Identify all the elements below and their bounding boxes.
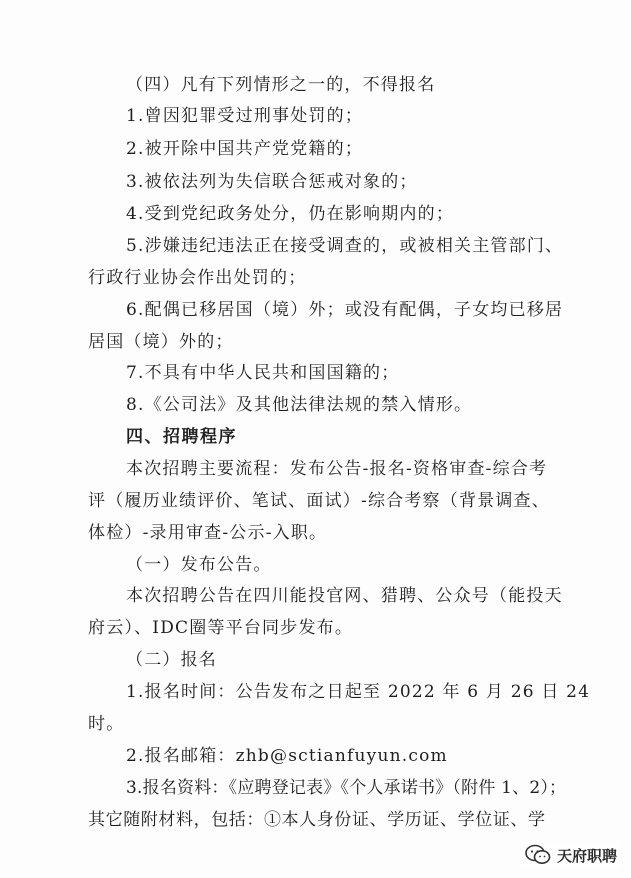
wechat-icon (525, 844, 551, 866)
text-line: 3.被依法列为失信联合惩戒对象的； (126, 172, 418, 192)
text-line: （四）凡有下列情形之一的，不得报名 (126, 75, 436, 95)
text-line: 2.报名邮箱：zhb@sctianfuyun.com (126, 746, 448, 766)
text-line: 8.《公司法》及其他法律法规的禁入情形。 (126, 395, 473, 415)
text-line: 体检）-录用审查-公示-入职。 (88, 523, 328, 543)
text-line: 其它随附材料，包括：①本人身份证、学历证、学位证、学 (88, 810, 546, 830)
subsection-heading: （二）报名 (126, 650, 217, 670)
text-line: 3.报名资料：《应聘登记表》《个人承诺书》（附件 1、2）； (126, 778, 567, 798)
text-line: 本次招聘主要流程：发布公告-报名-资格审查-综合考 (126, 459, 548, 479)
section-heading: 四、招聘程序 (126, 427, 237, 447)
text-line: 5.涉嫌违纪违法正在接受调查的，或被相关主管部门、 (126, 236, 564, 256)
text-line: 1.报名时间：公告发布之日起至 2022 年 6 月 26 日 24 (126, 682, 591, 702)
text-line: 6.配偶已移居国（境）外；或没有配偶，子女均已移居 (126, 300, 564, 320)
text-line: 2.被开除中国共产党党籍的； (126, 139, 364, 159)
text-line: 本次招聘公告在四川能投官网、猎聘、公众号（能投天 (126, 586, 563, 606)
text-line: 时。 (88, 714, 125, 734)
text-line: 府云）、IDC圈等平台同步发布。 (88, 618, 354, 638)
text-line: 4.受到党纪政务处分，仍在影响期内的； (126, 204, 455, 224)
text-line: 7.不具有中华人民共和国国籍的； (126, 363, 400, 383)
subsection-heading: （一）发布公告。 (126, 555, 272, 575)
watermark-label: 天府职聘 (556, 846, 617, 865)
watermark (521, 842, 621, 868)
text-line: 1.曾因犯罪受过刑事处罚的； (126, 106, 364, 126)
text-line: 行政行业协会作出处罚的； (88, 268, 307, 288)
text-line: 评（履历业绩评价、笔试、面试）-综合考察（背景调查、 (88, 491, 550, 511)
text-line: 居国（境）外的； (88, 332, 234, 352)
